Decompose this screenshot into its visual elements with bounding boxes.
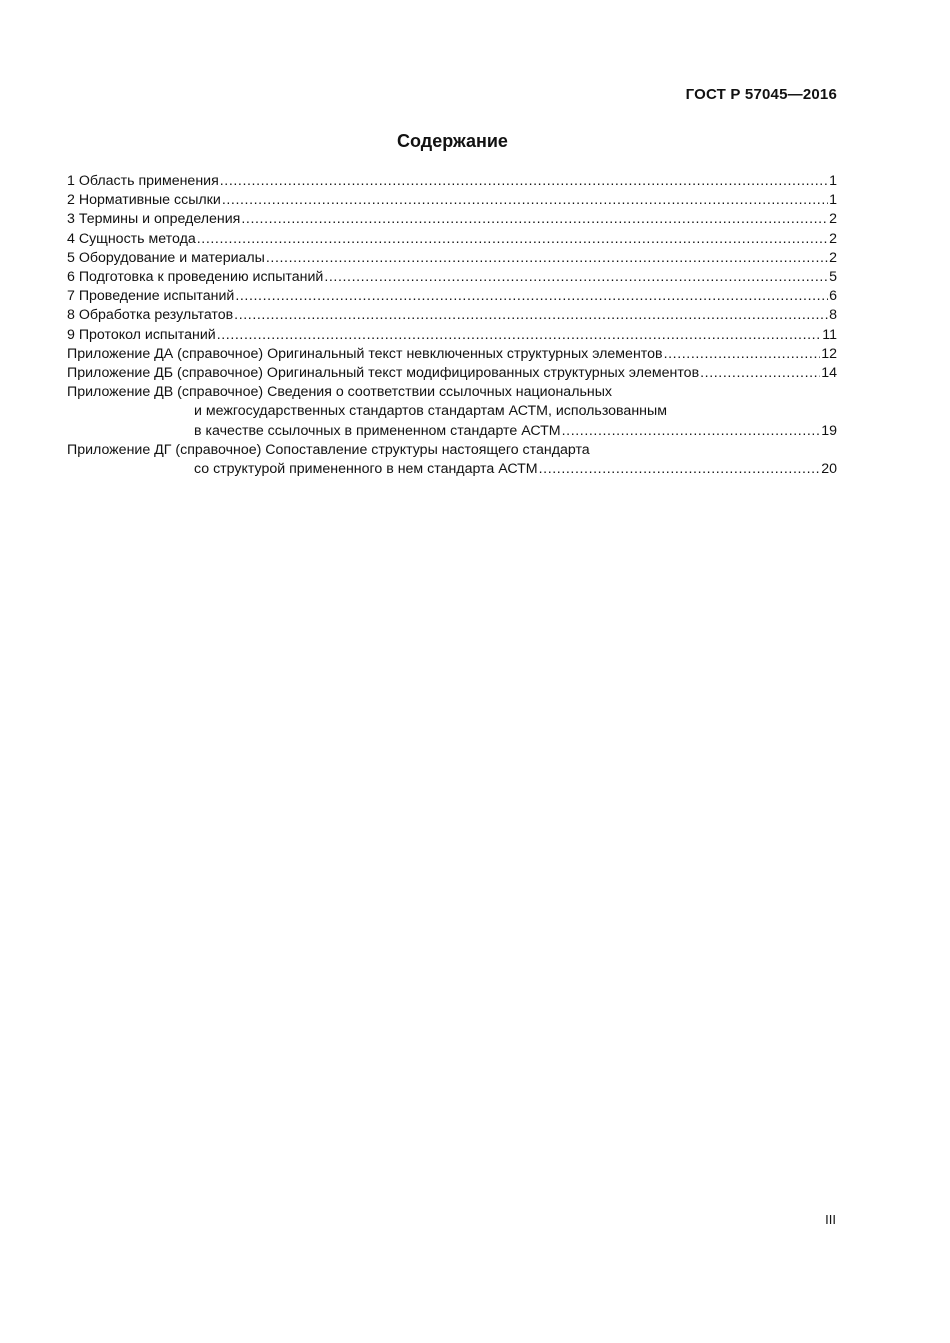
toc-entry-appendix-da[interactable] — [67, 345, 837, 364]
toc-entry-page: 8 — [829, 307, 837, 324]
toc-entry-label: 7 Проведение испытаний — [67, 288, 235, 305]
toc-entry-label: 1 Область применения — [67, 173, 219, 189]
toc-entry-label-line3: в качестве ссылочных в примененном стандарте АСТМ — [194, 422, 561, 439]
toc-entry-last-line — [67, 422, 837, 441]
toc-entry-label: 5 Оборудование и материалы — [67, 249, 265, 266]
toc-entry-page: 6 — [829, 288, 837, 305]
table-of-contents — [67, 172, 837, 479]
toc-leader — [324, 268, 828, 287]
toc-entry-label: 3 Термины и определения — [67, 211, 241, 228]
toc-entry-page: 2 — [829, 211, 837, 228]
toc-entry-test-report[interactable] — [67, 326, 837, 345]
toc-entry-page: 5 — [829, 269, 837, 286]
toc-title: Содержание — [397, 131, 508, 151]
toc-entry-equipment[interactable] — [67, 249, 837, 268]
toc-entry-page: 2 — [829, 230, 837, 247]
toc-entry-page: 20 — [821, 461, 837, 478]
toc-entry-page: 14 — [821, 365, 837, 382]
toc-entry-method-essence[interactable] — [67, 230, 837, 249]
toc-leader — [222, 191, 828, 210]
toc-leader — [664, 345, 821, 364]
toc-entry-label-line1: Приложение ДГ (справочное) Сопоставление структуры настоящего стандарта — [67, 441, 590, 458]
toc-leader — [266, 249, 828, 268]
toc-leader — [197, 230, 828, 249]
toc-entry-page: 2 — [829, 249, 837, 266]
toc-entry-test-preparation[interactable] — [67, 268, 837, 287]
toc-entry-label: 6 Подготовка к проведению испытаний — [67, 269, 324, 286]
toc-entry-label-line2: и межгосударственных стандартов стандартам АСТМ, использованным — [194, 403, 667, 420]
toc-entry-terms[interactable] — [67, 210, 837, 229]
toc-leader — [700, 364, 820, 383]
toc-leader — [220, 172, 828, 191]
toc-entry-testing[interactable] — [67, 287, 837, 306]
page-number: III — [825, 1212, 836, 1227]
toc-entry-appendix-dv[interactable] — [67, 383, 837, 441]
toc-entry-page: 1 — [829, 192, 837, 209]
toc-entry-page: 19 — [821, 422, 837, 439]
toc-entry-label: 2 Нормативные ссылки — [67, 192, 221, 209]
toc-entry-page: 1 — [829, 173, 837, 189]
toc-leader — [562, 422, 821, 441]
toc-entry-page: 12 — [821, 345, 837, 362]
toc-entry-label: 4 Сущность метода — [67, 230, 196, 247]
toc-entry-last-line — [67, 460, 837, 479]
toc-entry-normative-references[interactable] — [67, 191, 837, 210]
toc-entry-scope[interactable] — [67, 172, 837, 191]
toc-entry-label: 8 Обработка результатов — [67, 307, 234, 324]
toc-entry-label: Приложение ДА (справочное) Оригинальный текст невключенных структурных элементов — [67, 345, 663, 362]
toc-entry-label: 9 Протокол испытаний — [67, 326, 216, 343]
toc-entry-appendix-dg[interactable] — [67, 441, 837, 479]
toc-leader — [217, 326, 822, 345]
toc-entry-page: 11 — [822, 326, 837, 343]
toc-leader — [241, 210, 828, 229]
toc-entry-label: Приложение ДБ (справочное) Оригинальный текст модифицированных структурных элементов — [67, 365, 700, 382]
toc-entry-label-line2: со структурой примененного в нем стандарта АСТМ — [194, 461, 538, 478]
toc-entry-results-processing[interactable] — [67, 306, 837, 325]
toc-entry-appendix-db[interactable] — [67, 364, 837, 383]
toc-leader — [235, 287, 828, 306]
toc-leader — [234, 306, 828, 325]
toc-entry-label-line1: Приложение ДВ (справочное) Сведения о соответствии ссылочных национальных — [67, 384, 612, 401]
toc-leader — [539, 460, 821, 479]
document-code: ГОСТ Р 57045—2016 — [685, 86, 837, 103]
